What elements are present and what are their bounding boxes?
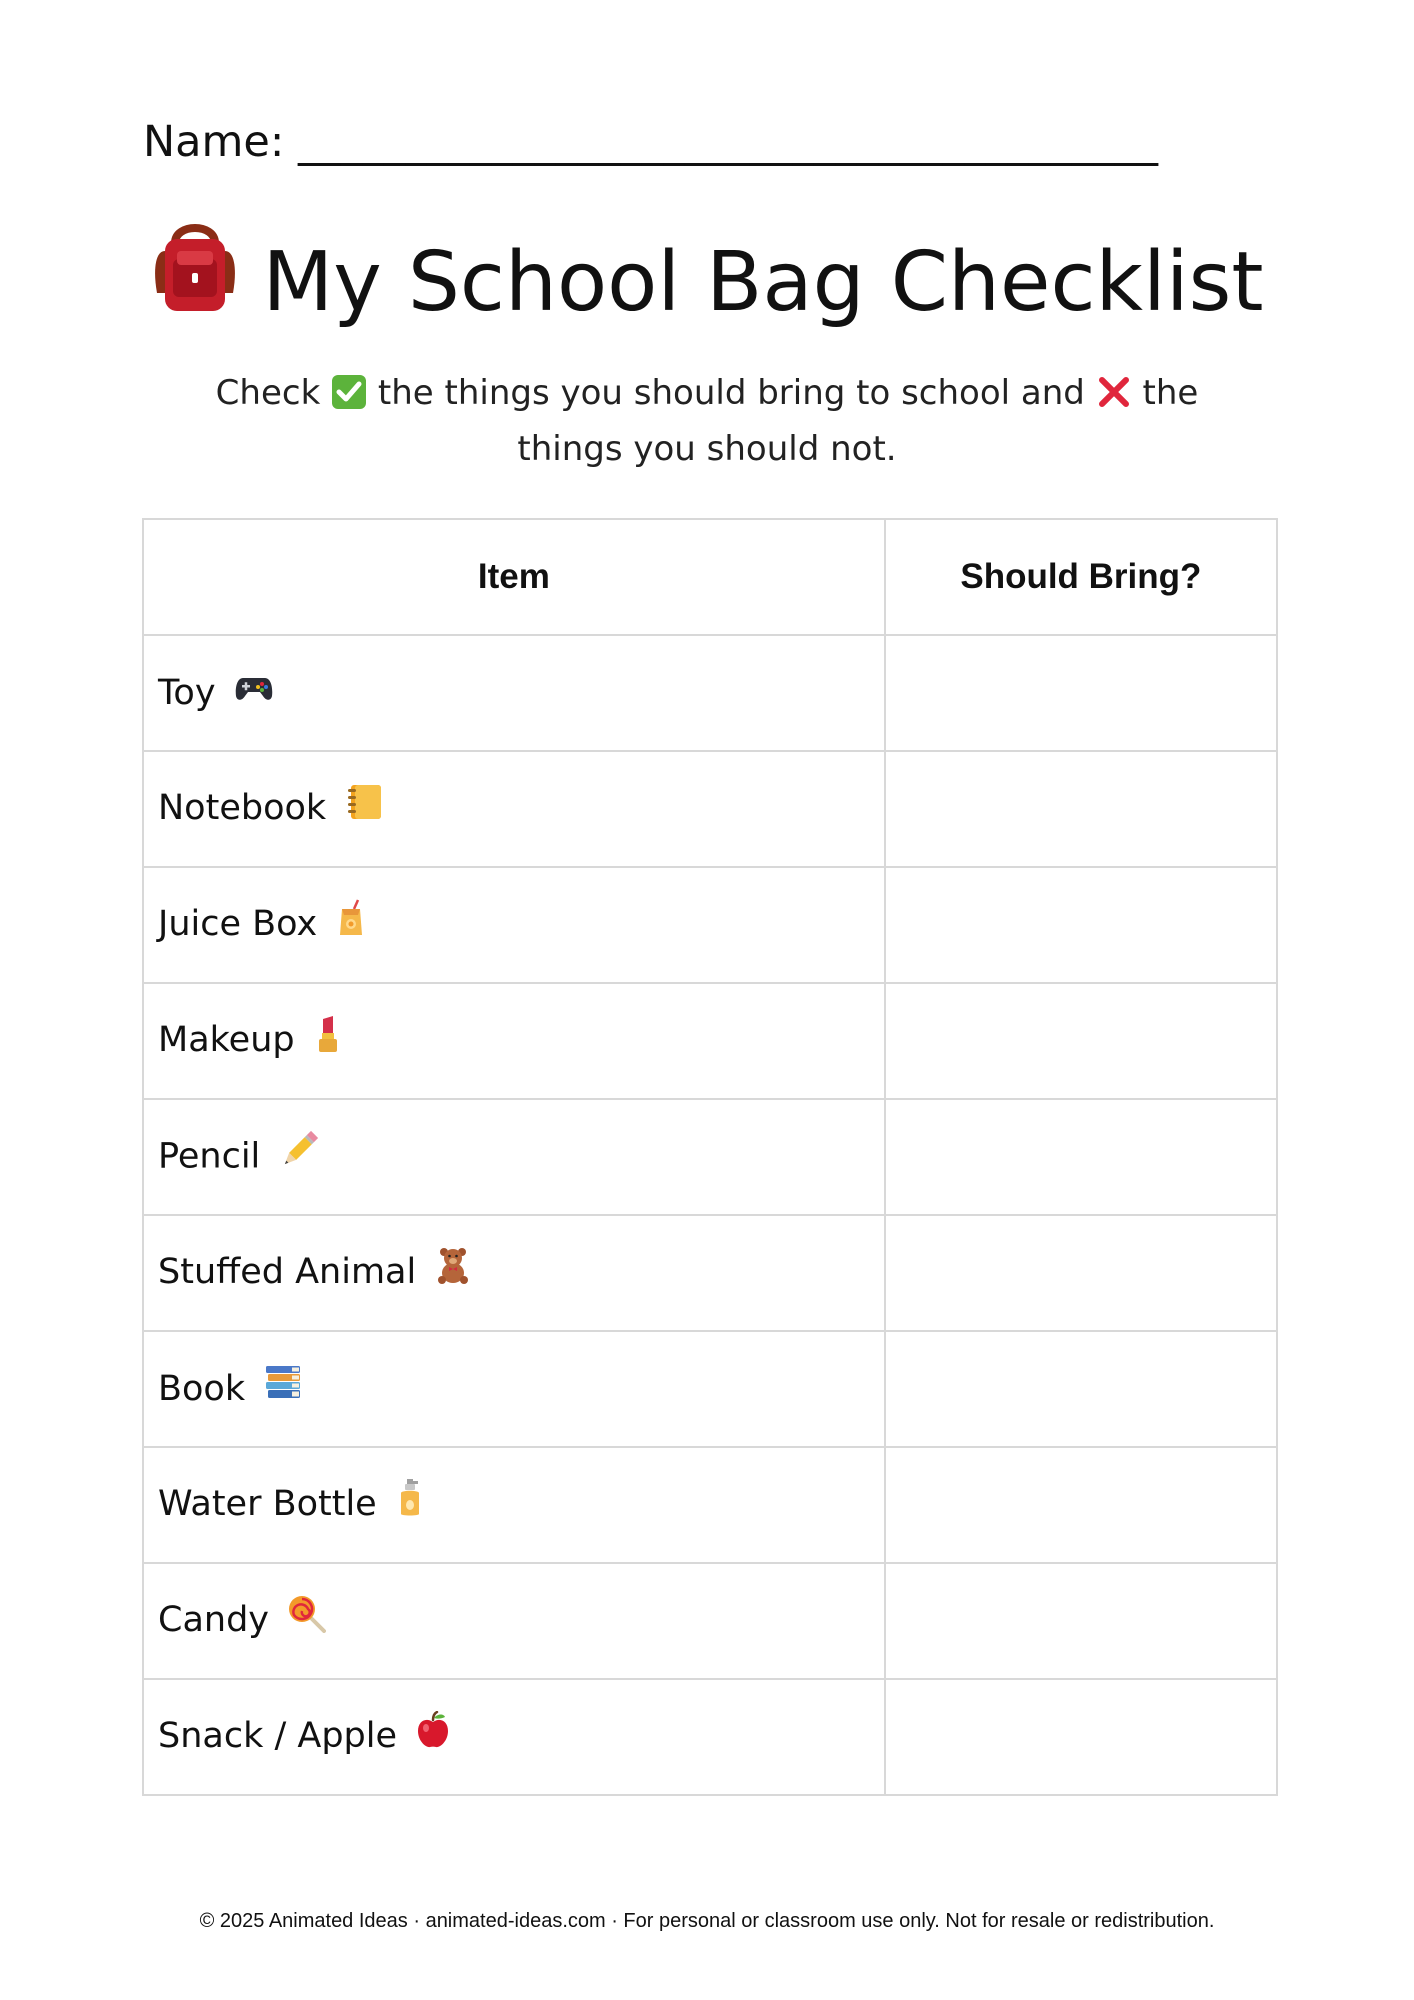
item-label: Water Bottle [158,1484,377,1525]
table-row [143,751,1277,867]
table-row [143,1331,1277,1447]
item-cell [143,983,885,1099]
water-bottle-icon [396,1479,424,1526]
table-header-row [143,519,1277,635]
item-cell [143,1563,885,1679]
item-label: Pencil [158,1136,261,1176]
check-mark-icon [331,374,367,424]
juice-box-icon [336,899,366,946]
should-bring-cell[interactable] [885,1563,1277,1679]
should-bring-cell[interactable] [885,983,1277,1099]
table-row [143,635,1277,751]
table-row [143,1679,1277,1795]
item-label: Snack / Apple [158,1716,398,1757]
should-bring-cell[interactable] [885,1679,1277,1795]
should-bring-cell[interactable] [885,1099,1277,1215]
instructions [160,368,1254,474]
table-row [143,983,1277,1099]
apple-icon [416,1711,450,1758]
should-bring-cell[interactable] [885,751,1277,867]
lollipop-icon [288,1595,326,1642]
pencil-icon [279,1130,319,1179]
column-header-item: Item [143,519,885,635]
table-row [143,1099,1277,1215]
column-header-should-bring: Should Bring? [885,519,1277,635]
item-cell [143,751,885,867]
should-bring-cell[interactable] [885,867,1277,983]
item-cell [143,867,885,983]
item-label: Candy [158,1600,269,1641]
should-bring-cell[interactable] [885,635,1277,751]
item-cell [143,635,885,751]
table-row [143,1215,1277,1331]
table-row [143,1447,1277,1563]
books-icon [264,1364,302,1409]
checklist-table [142,518,1278,1796]
game-controller-icon [235,671,273,711]
item-label: Book [158,1368,246,1409]
notebook-icon [345,783,383,830]
item-label: Toy [158,673,216,713]
table-row [143,1563,1277,1679]
copyright-footer: © 2025 Animated Ideas · animated-ideas.com · For personal or classroom use only. Not for resale or redistribution. [199,1910,1215,1932]
item-cell [143,1099,885,1215]
item-label: Juice Box [158,904,318,945]
item-label: Notebook [158,788,327,829]
item-cell [143,1215,885,1331]
table-row [143,867,1277,983]
instructions-part3: the things you should not. [517,373,1199,469]
item-cell [143,1447,885,1563]
item-label: Makeup [158,1020,295,1061]
item-label: Stuffed Animal [158,1252,417,1293]
lipstick-icon [314,1015,342,1062]
item-cell [143,1331,885,1447]
title-text: My School Bag Checklist [262,235,1264,330]
should-bring-cell[interactable] [885,1331,1277,1447]
should-bring-cell[interactable] [885,1447,1277,1563]
item-cell [143,1679,885,1795]
should-bring-cell[interactable] [885,1215,1277,1331]
teddy-bear-icon [435,1247,471,1294]
backpack-icon [151,221,239,341]
page-title [0,228,1414,341]
cross-mark-icon [1096,374,1132,424]
name-field-label: Name: ________________________________________ [143,117,1159,167]
instructions-part1: Check [215,373,321,413]
instructions-part2: the things you should bring to school and [377,373,1085,413]
